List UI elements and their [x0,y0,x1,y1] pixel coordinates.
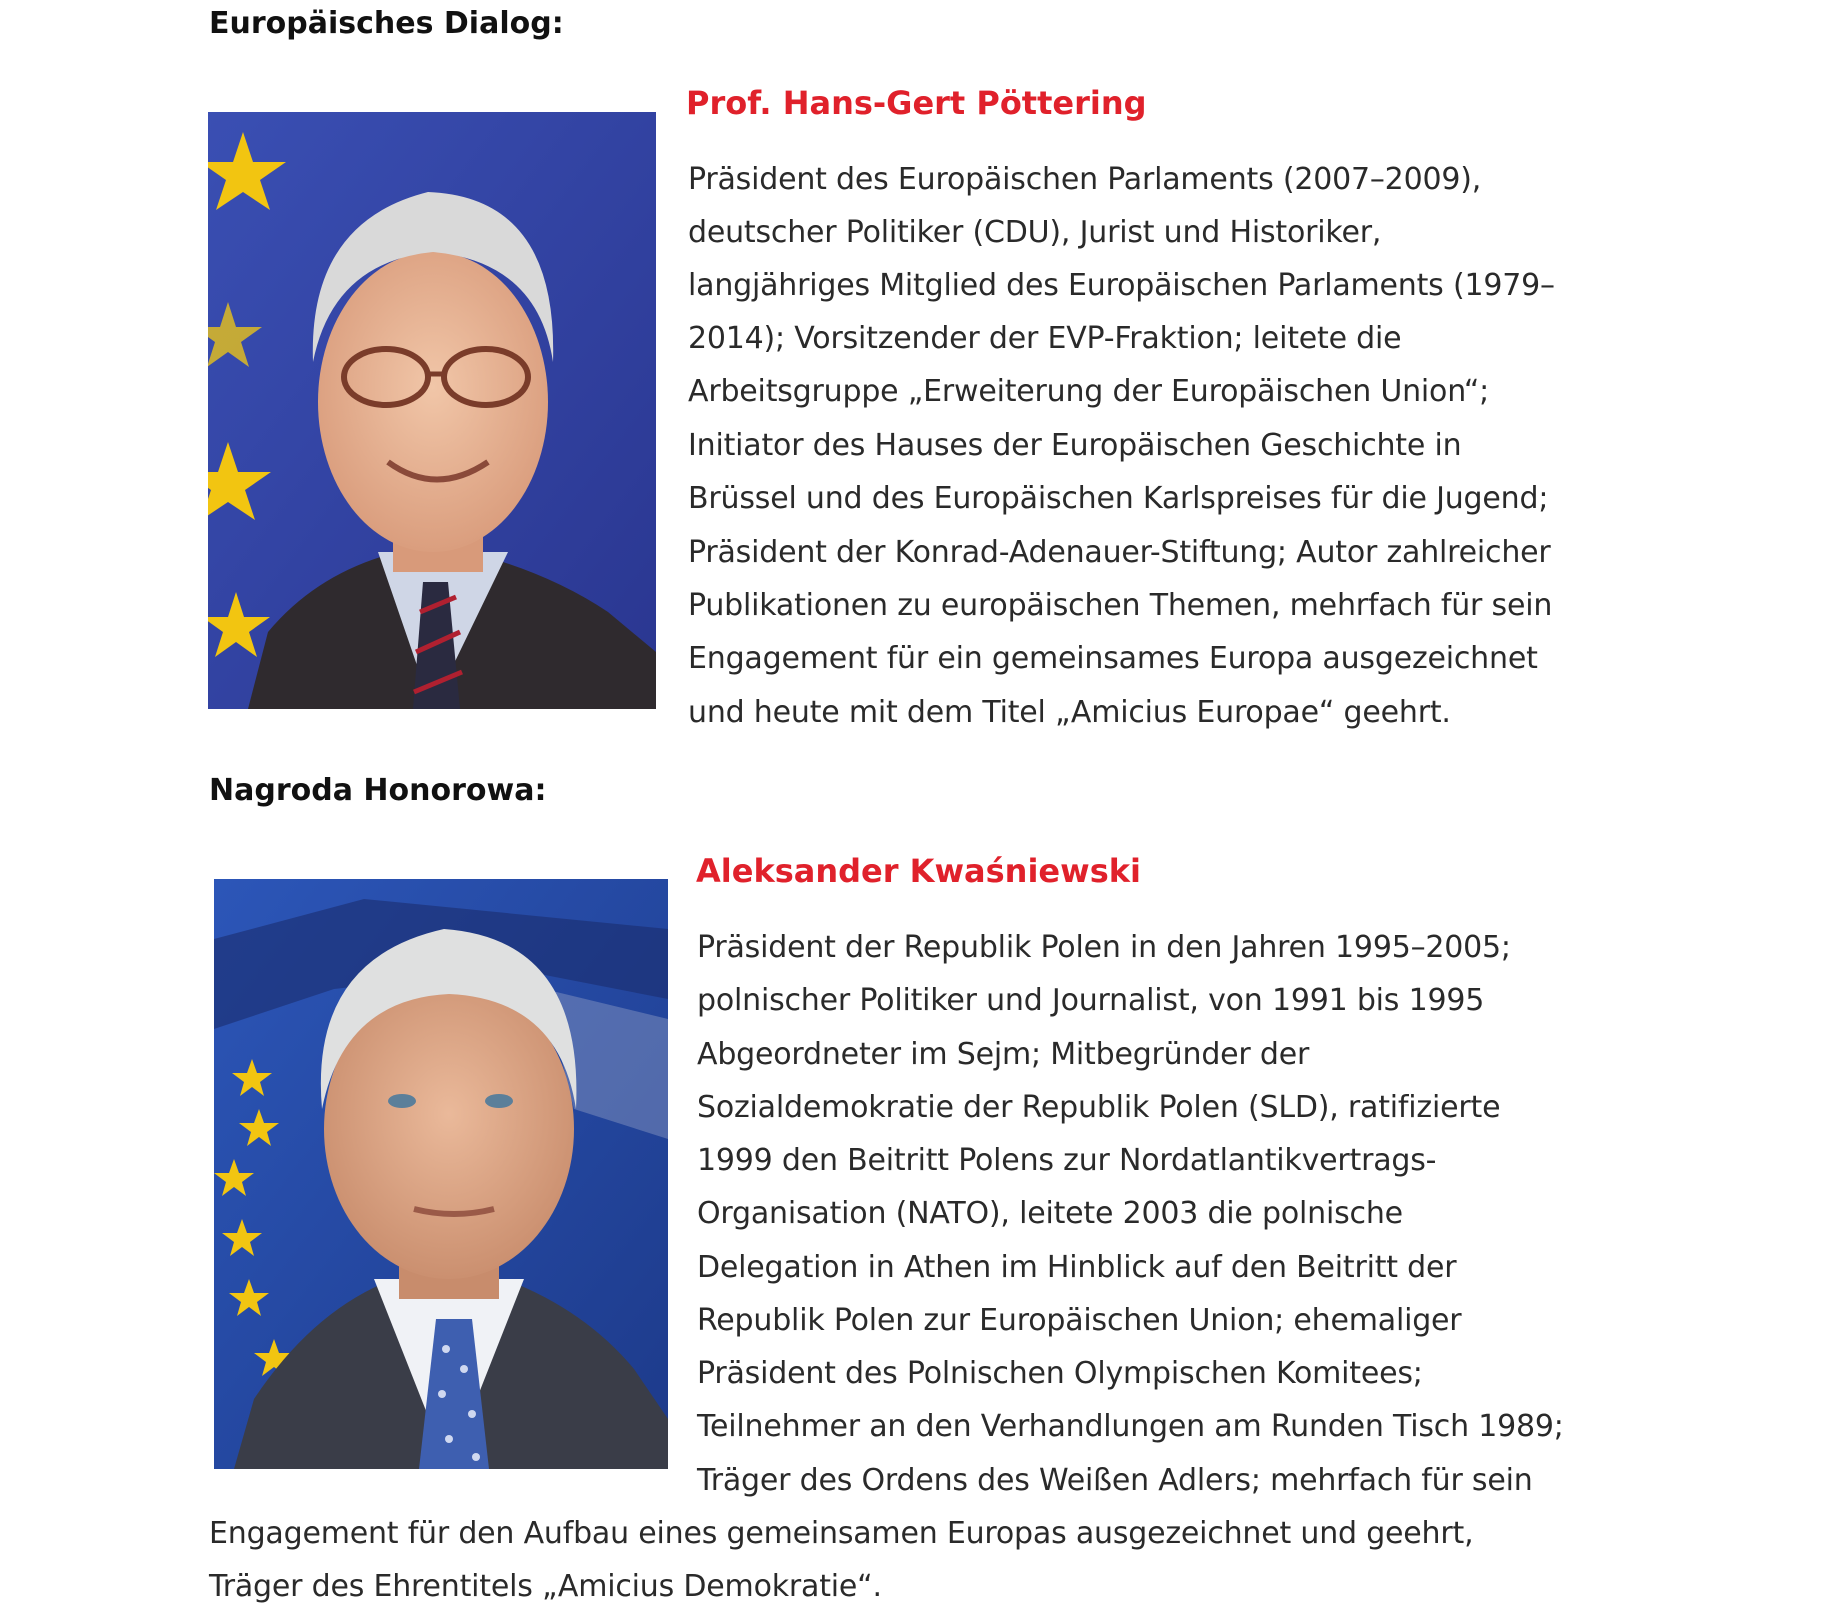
bio-line: Träger des Ehrentitels „Amicius Demokratie“. [209,1569,882,1604]
bio-line: Präsident der Konrad-Adenauer-Stiftung; Autor zahlreicher [688,535,1551,570]
bio-line: Republik Polen zur Europäischen Union; ehemaliger [697,1303,1462,1338]
portrait-photo-kwasniewski [214,879,668,1469]
bio-line: Brüssel und des Europäischen Karlspreises für die Jugend; [688,481,1549,516]
bio-line: 2014); Vorsitzender der EVP-Fraktion; leitete die [688,321,1402,356]
bio-line: polnischer Politiker und Journalist, von 1991 bis 1995 [697,983,1485,1018]
bio-line: langjähriges Mitglied des Europäischen Parlaments (1979– [688,268,1555,303]
portrait-photo-icon [208,112,656,709]
bio-line: Präsident des Europäischen Parlaments (2007–2009), [688,162,1482,197]
bio-line: 1999 den Beitritt Polens zur Nordatlantikvertrags- [697,1143,1437,1178]
bio-line: und heute mit dem Titel „Amicius Europae“ geehrt. [688,695,1451,730]
section-heading-european-dialog: Europäisches Dialog: [209,6,564,41]
section-heading-honorary-award: Nagroda Honorowa: [209,773,547,808]
bio-line: deutscher Politiker (CDU), Jurist und Historiker, [688,215,1382,250]
portrait-photo-icon [214,879,668,1469]
portrait-photo-pottering [208,112,656,709]
bio-line: Initiator des Hauses der Europäischen Geschichte in [688,428,1462,463]
bio-line: Delegation in Athen im Hinblick auf den Beitritt der [697,1250,1457,1285]
person-name-kwasniewski: Aleksander Kwaśniewski [696,852,1141,890]
bio-line: Träger des Ordens des Weißen Adlers; mehrfach für sein [697,1463,1533,1498]
bio-line: Sozialdemokratie der Republik Polen (SLD), ratifizierte [697,1090,1501,1125]
bio-line: Publikationen zu europäischen Themen, mehrfach für sein [688,588,1553,623]
bio-line: Engagement für den Aufbau eines gemeinsamen Europas ausgezeichnet und geehrt, [209,1516,1474,1551]
bio-line: Organisation (NATO), leitete 2003 die polnische [697,1196,1403,1231]
bio-line: Teilnehmer an den Verhandlungen am Runden Tisch 1989; [697,1409,1564,1444]
bio-line: Abgeordneter im Sejm; Mitbegründer der [697,1037,1310,1072]
bio-line: Engagement für ein gemeinsames Europa ausgezeichnet [688,641,1538,676]
person-name-pottering: Prof. Hans-Gert Pöttering [686,84,1147,122]
bio-line: Arbeitsgruppe „Erweiterung der Europäischen Union“; [688,374,1490,409]
bio-line: Präsident der Republik Polen in den Jahren 1995–2005; [697,930,1511,965]
bio-line: Präsident des Polnischen Olympischen Komitees; [697,1356,1423,1391]
